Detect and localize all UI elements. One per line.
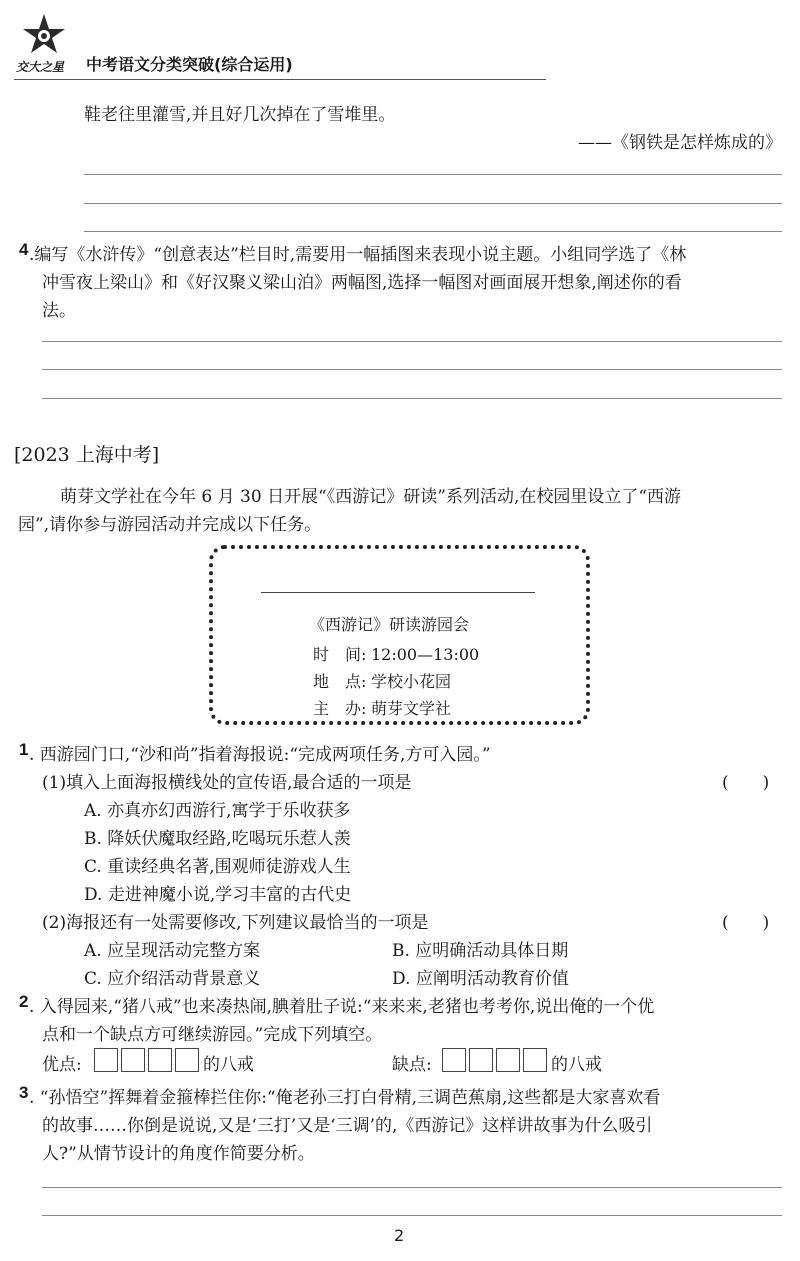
char-box[interactable] — [121, 1048, 145, 1072]
char-box[interactable] — [469, 1048, 493, 1072]
header-divider — [14, 79, 546, 80]
star-logo-icon — [18, 12, 70, 56]
poster-value: 学校小花园 — [371, 672, 452, 691]
logo — [14, 12, 70, 72]
disadvantage-suffix: 的八戒 — [551, 1055, 602, 1075]
option-b: B. 降妖伏魔取经路,吃喝玩乐惹人羡 — [84, 829, 351, 849]
answer-line — [84, 203, 782, 204]
event-poster — [209, 545, 590, 725]
option-c: C. 应介绍活动背景意义 — [84, 969, 261, 989]
header-title: 中考语文分类突破(综合运用) — [86, 55, 293, 74]
poster-title: 《西游记》研读游园会 — [309, 615, 470, 634]
option-b: B. 应明确活动具体日期 — [392, 941, 569, 961]
page-number: 2 — [394, 1226, 405, 1245]
option-c: C. 重读经典名著,围观师徒游戏人生 — [84, 857, 351, 877]
option-d: D. 应阐明活动教育价值 — [392, 969, 569, 989]
option-a: A. 应呈现活动完整方案 — [84, 941, 261, 961]
answer-paren: ( ) — [722, 913, 770, 933]
poster-row-place — [313, 669, 451, 692]
char-box[interactable] — [94, 1048, 118, 1072]
poster-key: 地 点: — [313, 672, 367, 691]
q1-part2: (2)海报还有一处需要修改,下列建议最恰当的一项是 — [42, 913, 429, 933]
poster-value: 萌芽文学社 — [371, 699, 452, 718]
answer-line — [42, 369, 782, 370]
logo-text: 交大之星 — [16, 60, 65, 74]
answer-line — [84, 231, 782, 232]
question-number: 3 — [19, 1083, 29, 1102]
poster-row-time — [313, 642, 479, 665]
answer-line — [42, 1187, 782, 1188]
intro-text: 园”,请你参与游园活动并完成以下任务。 — [18, 515, 322, 535]
answer-paren: ( ) — [722, 773, 770, 793]
answer-line — [42, 398, 782, 399]
q3-text: . “孙悟空”挥舞着金箍棒拦住你:“俺老孙三打白骨精,三调芭蕉扇,这些都是大家喜欢看 — [29, 1088, 661, 1108]
intro-text: 萌芽文学社在今年 6 月 30 日开展“《西游记》研读”系列活动,在校园里设立了“西游 — [60, 487, 682, 507]
advantage-suffix: 的八戒 — [203, 1055, 254, 1075]
q2-text: . 入得园来,“猪八戒”也来凑热闹,腆着肚子说:“来来来,老猪也考考你,说出俺的一个优 — [29, 997, 655, 1017]
option-d: D. 走进神魔小说,学习丰富的古代史 — [84, 885, 352, 905]
q4-text: 冲雪夜上梁山》和《好汉聚义梁山泊》两幅图,选择一幅图对画面展开想象,阐述你的看 — [42, 273, 682, 293]
option-a: A. 亦真亦幻西游行,寓学于乐收获多 — [84, 801, 351, 821]
poster-row-host — [313, 696, 451, 719]
question-number: 2 — [19, 992, 29, 1011]
char-box[interactable] — [175, 1048, 199, 1072]
advantage-boxes[interactable] — [94, 1048, 202, 1072]
char-box[interactable] — [496, 1048, 520, 1072]
disadvantage-boxes[interactable] — [442, 1048, 550, 1072]
answer-line — [84, 174, 782, 175]
q4-text: 法。 — [42, 301, 76, 321]
q2-text: 点和一个缺点方可继续游园。”完成下列填空。 — [42, 1025, 383, 1045]
q3-text: 的故事……你倒是说说,又是‘三打’又是‘三调’的,《西游记》这样讲故事为什么吸引 — [42, 1116, 653, 1136]
disadvantage-label: 缺点: — [392, 1055, 432, 1075]
top-text: 鞋老往里灌雪,并且好几次掉在了雪堆里。 — [84, 105, 396, 125]
q1-stem: . 西游园门口,“沙和尚”指着海报说:“完成两项任务,方可入园。” — [29, 745, 491, 765]
q4-text: .编写《水浒传》“创意表达”栏目时,需要用一幅插图来表现小说主题。小组同学选了《林 — [29, 245, 687, 265]
section-title: [2023 上海中考] — [14, 444, 160, 466]
top-source: ——《钢铁是怎样炼成的》 — [578, 133, 782, 153]
advantage-label: 优点: — [42, 1055, 82, 1075]
question-number: 1 — [19, 740, 29, 759]
answer-line — [42, 1215, 782, 1216]
char-box[interactable] — [442, 1048, 466, 1072]
answer-line — [42, 341, 782, 342]
char-box[interactable] — [523, 1048, 547, 1072]
poster-key: 时 间: — [313, 645, 367, 664]
q1-part1: (1)填入上面海报横线处的宣传语,最合适的一项是 — [42, 773, 412, 793]
q3-text: 人?”从情节设计的角度作简要分析。 — [42, 1144, 315, 1164]
poster-key: 主 办: — [313, 699, 367, 718]
slogan-blank-line — [261, 592, 535, 593]
question-number: 4 — [19, 240, 29, 259]
poster-value: 12:00—13:00 — [371, 645, 480, 664]
char-box[interactable] — [148, 1048, 172, 1072]
